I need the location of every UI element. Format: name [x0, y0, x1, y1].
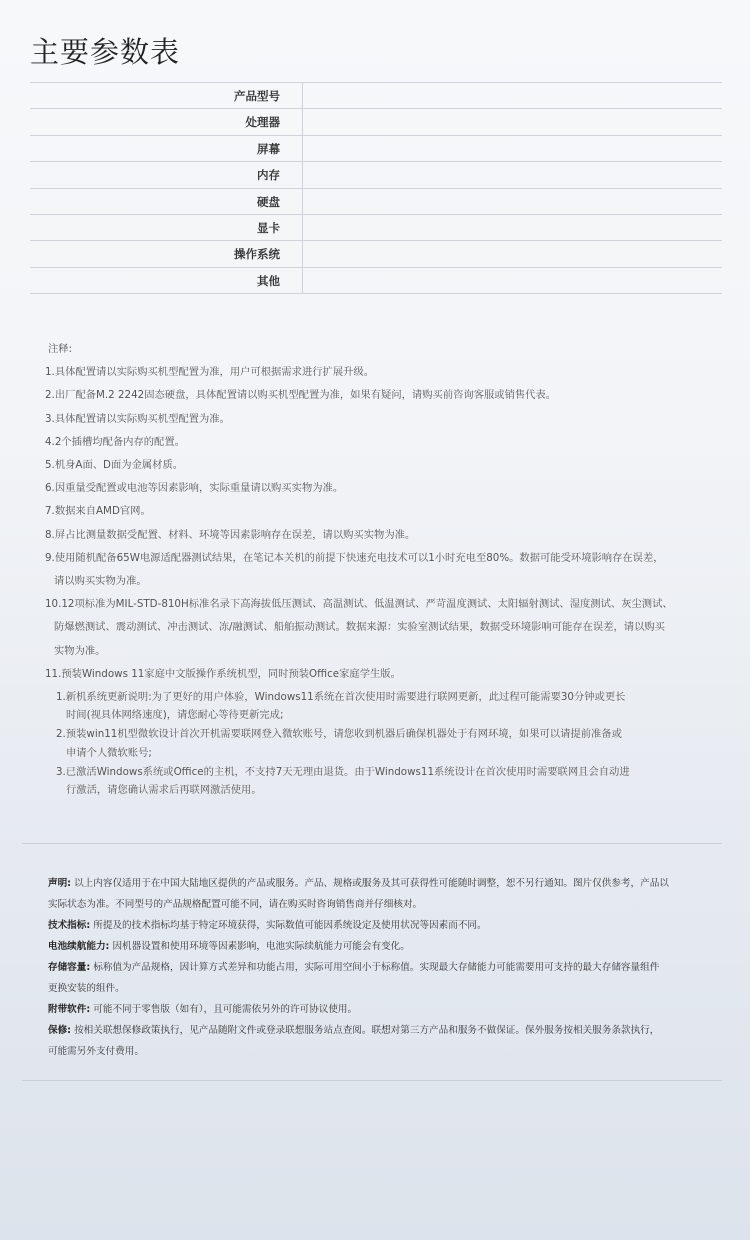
note-11-subitems [45, 688, 725, 799]
disclaimer-text: 标称值为产品规格，因计算方式差异和功能占用，实际可用空间小于标称值。实现最大存储能力可能需要用可支持的最大存储容量组件 [93, 962, 660, 973]
disclaimer-label: 声明: [48, 878, 72, 889]
notes-section [45, 338, 725, 800]
spec-row [30, 162, 722, 188]
spec-row [30, 109, 722, 135]
spec-value [303, 136, 722, 161]
note-6: 6.因重量受配置或电池等因素影响，实际重量请以购买实物为准。 [45, 482, 344, 495]
spec-label: 处理器 [30, 109, 303, 134]
spec-value [303, 189, 722, 214]
subnote-3-line: 3.已激活Windows系统或Office的主机，不支持7天无理由退货。由于Windows11系统设计在首次使用时需要联网且会自动进 [56, 765, 630, 778]
spec-row [30, 241, 722, 267]
spec-label: 内存 [30, 162, 303, 187]
note-3: 3.具体配置请以实际购买机型配置为准。 [45, 412, 230, 425]
note-5: 5.机身A面、D面为金属材质。 [45, 459, 184, 472]
subnote-2 [56, 725, 725, 761]
disclaimer-label: 存储容量: [48, 962, 91, 973]
note-8: 8.屏占比测量数据受配置、材料、环境等因素影响存在误差，请以购买实物为准。 [45, 528, 416, 541]
disclaimer-text: 按相关联想保修政策执行，见产品随附文件或登录联想服务站点查阅。联想对第三方产品和服务不做保证。保外服务按相关服务条款执行， [74, 1025, 660, 1036]
spec-value [303, 241, 722, 266]
subnote-2-line: 2.预装win11机型微软设计首次开机需要联网登入微软账号，请您收到机器后确保机器处于有网环境，如果可以请提前准备或 [56, 728, 622, 741]
note-7: 7.数据来自AMD官网。 [45, 505, 151, 518]
disclaimer-label: 电池续航能力: [48, 941, 110, 952]
spec-value [303, 162, 722, 187]
disclaimer-tech-specs [48, 915, 708, 936]
note-10-cont: 防爆燃测试、震动测试、冲击测试、冻/融测试、船舶振动测试。数据来源：实验室测试结果，数据受环境影响可能存在误差，请以购买 [54, 621, 665, 634]
spec-row [30, 136, 722, 162]
disclaimer-storage [48, 957, 708, 999]
disclaimer-text: 更换安装的组件。 [48, 983, 125, 994]
spec-value [303, 268, 722, 293]
note-11: 11.预装Windows 11家庭中文版操作系统机型，同时预装Office家庭学生版。 [45, 667, 401, 680]
note-10-cont: 实物为准。 [54, 644, 106, 657]
disclaimer-text: 实际状态为准。不同型号的产品规格配置可能不同，请在购买时咨询销售商并仔细核对。 [48, 899, 423, 910]
spec-table [30, 82, 722, 294]
note-9: 9.使用随机配备65W电源适配器测试结果，在笔记本关机的前提下快速充电技术可以1小时充电至80%。数据可能受环境影响存在误差， [45, 551, 664, 564]
divider-bottom [22, 1080, 722, 1081]
note-1: 1.具体配置请以实际购买机型配置为准，用户可根据需求进行扩展升级。 [45, 366, 375, 379]
disclaimer-section [48, 873, 708, 1062]
subnote-2-cont: 申请个人微软账号; [66, 746, 152, 759]
disclaimer-software [48, 999, 708, 1020]
page-title: 主要参数表 [30, 35, 181, 69]
subnote-1-cont: 时间(视具体网络速度)，请您耐心等待更新完成; [66, 709, 284, 722]
disclaimer-text: 可能需另外支付费用。 [48, 1046, 144, 1057]
divider-top [22, 843, 722, 844]
disclaimer-warranty [48, 1020, 708, 1062]
subnote-3-cont: 行激活，请您确认需求后再联网激活使用。 [66, 784, 262, 797]
disclaimer-text: 可能不同于零售版（如有），且可能需依另外的许可协议使用。 [93, 1004, 358, 1015]
spec-row [30, 83, 722, 109]
spec-value [303, 83, 722, 108]
disclaimer-statement [48, 873, 708, 915]
spec-label: 屏幕 [30, 136, 303, 161]
notes-heading: 注释: [48, 343, 73, 355]
note-2: 2.出厂配备M.2 2242固态硬盘，具体配置请以购买机型配置为准，如果有疑问，请购买前咨询客服或销售代表。 [45, 389, 557, 402]
spec-row [30, 215, 722, 241]
spec-value [303, 109, 722, 134]
spec-row [30, 189, 722, 215]
spec-label: 操作系统 [30, 241, 303, 266]
disclaimer-battery [48, 936, 708, 957]
disclaimer-text: 以上内容仅适用于在中国大陆地区提供的产品或服务。产品、规格或服务及其可获得性可能随时调整，恕不另行通知。图片仅供参考，产品以 [74, 878, 669, 889]
note-9-cont: 请以购买实物为准。 [54, 575, 147, 588]
subnote-1 [56, 688, 725, 724]
spec-label: 其他 [30, 268, 303, 293]
note-10: 10.12项标准为MIL-STD-810H标准名录下高海拔低压测试、高温测试、低温测试、严苛温度测试、太阳辐射测试、湿度测试、灰尘测试、 [45, 598, 673, 611]
subnote-1-line: 1.新机系统更新说明:为了更好的用户体验，Windows11系统在首次使用时需要进行联网更新，此过程可能需要30分钟或更长 [56, 691, 626, 704]
spec-value [303, 215, 722, 240]
disclaimer-text: 所提及的技术指标均基于特定环境获得，实际数值可能因系统设定及使用状况等因素而不同。 [93, 920, 487, 931]
subnote-3 [56, 763, 725, 799]
spec-label: 硬盘 [30, 189, 303, 214]
spec-label: 显卡 [30, 215, 303, 240]
spec-row [30, 268, 722, 294]
note-4: 4.2个插槽均配备内存的配置。 [45, 435, 185, 448]
disclaimer-text: 因机器设置和使用环境等因素影响，电池实际续航能力可能会有变化。 [112, 941, 410, 952]
disclaimer-label: 附带软件: [48, 1004, 91, 1015]
spec-label: 产品型号 [30, 83, 303, 108]
disclaimer-label: 保修: [48, 1025, 72, 1036]
disclaimer-label: 技术指标: [48, 920, 91, 931]
